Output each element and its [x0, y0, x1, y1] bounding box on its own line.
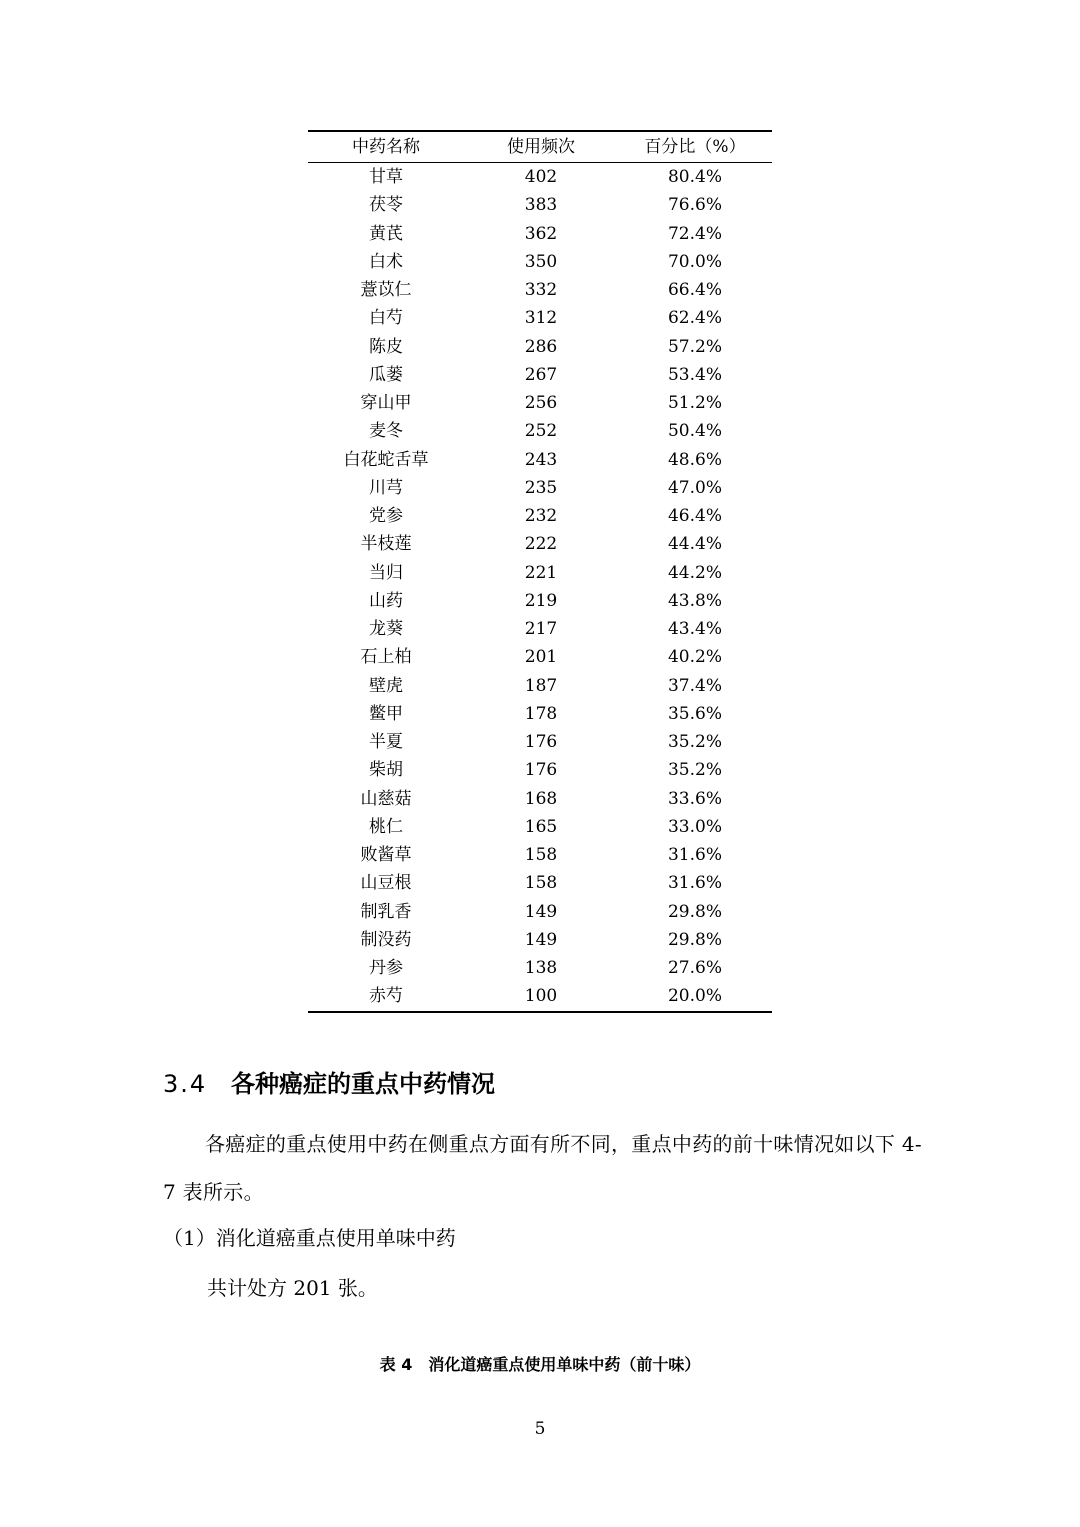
cell-percentage: 31.6%: [667, 845, 722, 865]
subheading-paragraph: （1）消化道癌重点使用单味中药: [163, 1226, 456, 1250]
cell-herb-name: 白术: [369, 251, 403, 272]
cell-herb-name: 薏苡仁: [360, 280, 412, 300]
table-row: [308, 163, 772, 192]
cell-frequency: 402: [524, 167, 558, 187]
prescription-count-paragraph: 共计处方 201 张。: [207, 1276, 378, 1300]
cell-frequency: 232: [524, 506, 558, 526]
cell-frequency: 168: [524, 788, 558, 809]
table-row: [308, 869, 772, 897]
table-row: [308, 530, 772, 558]
header-percentage: 百分比（%）: [644, 137, 746, 157]
table-row: [308, 982, 772, 1011]
cell-herb-name: 山慈菇: [360, 788, 412, 809]
table-row: [308, 191, 772, 219]
cell-herb-name: 麦冬: [369, 421, 403, 442]
cell-herb-name: 半夏: [369, 732, 403, 752]
cell-percentage: 31.6%: [667, 873, 722, 894]
header-frequency: 使用频次: [507, 137, 575, 157]
cell-herb-name: 当归: [369, 562, 403, 583]
cell-herb-name: 川芎: [369, 477, 403, 498]
cell-frequency: 219: [524, 590, 558, 611]
cell-percentage: 40.2%: [667, 647, 722, 668]
cell-herb-name: 黄芪: [369, 223, 403, 244]
table-row: [308, 700, 772, 728]
cell-percentage: 62.4%: [667, 308, 722, 329]
cell-frequency: 187: [524, 675, 558, 696]
cell-percentage: 44.2%: [667, 562, 722, 583]
cell-percentage: 50.4%: [667, 421, 722, 442]
cell-percentage: 29.8%: [667, 929, 722, 950]
cell-percentage: 48.6%: [667, 449, 722, 470]
cell-herb-name: 赤芍: [369, 986, 403, 1007]
cell-frequency: 252: [524, 421, 558, 442]
section-title: 各种癌症的重点中药情况: [231, 1070, 495, 1098]
cell-percentage: 35.2%: [667, 732, 722, 752]
table-header: [308, 131, 772, 163]
cell-frequency: 350: [524, 251, 558, 272]
cell-herb-name: 穿山甲: [360, 393, 412, 413]
cell-frequency: 256: [524, 393, 558, 413]
table-row: [308, 954, 772, 982]
cell-frequency: 138: [524, 958, 558, 978]
cell-herb-name: 茯苓: [369, 195, 403, 216]
cell-herb-name: 石上柏: [360, 647, 412, 668]
cell-herb-name: 山豆根: [360, 873, 412, 894]
cell-percentage: 57.2%: [667, 336, 722, 357]
cell-frequency: 362: [524, 223, 558, 244]
cell-percentage: 33.0%: [667, 816, 722, 837]
cell-herb-name: 山药: [369, 590, 403, 611]
cell-percentage: 70.0%: [667, 251, 722, 272]
cell-frequency: 217: [524, 619, 558, 639]
cell-herb-name: 桃仁: [369, 816, 403, 837]
cell-frequency: 149: [524, 901, 558, 922]
table-row: [308, 304, 772, 332]
table-row: [308, 841, 772, 869]
cell-herb-name: 壁虎: [369, 675, 403, 696]
section-heading: [163, 1064, 495, 1104]
table-row: [308, 248, 772, 276]
cell-percentage: 43.4%: [667, 619, 722, 639]
cell-herb-name: 党参: [369, 506, 403, 526]
table-row: [308, 813, 772, 841]
cell-herb-name: 白花蛇舌草: [343, 449, 429, 470]
cell-frequency: 243: [524, 449, 558, 470]
cell-herb-name: 败酱草: [360, 845, 412, 865]
cell-frequency: 312: [524, 308, 558, 329]
section-number: 3.4: [163, 1070, 208, 1098]
header-herb-name: 中药名称: [352, 137, 420, 157]
table-row: [308, 446, 772, 474]
cell-percentage: 80.4%: [667, 167, 722, 187]
table-header-row: [308, 131, 772, 163]
cell-frequency: 176: [524, 732, 558, 752]
cell-percentage: 51.2%: [667, 393, 722, 413]
cell-herb-name: 瓜蒌: [369, 364, 403, 385]
table-row: [308, 643, 772, 671]
cell-frequency: 222: [524, 534, 558, 555]
cell-percentage: 20.0%: [667, 986, 722, 1007]
cell-frequency: 100: [524, 986, 558, 1007]
cell-herb-name: 制乳香: [360, 901, 412, 922]
table-body: [308, 163, 772, 1012]
cell-percentage: 29.8%: [667, 901, 722, 922]
table-row: [308, 474, 772, 502]
table-row: [308, 559, 772, 587]
herb-frequency-table: [308, 130, 772, 1013]
cell-herb-name: 甘草: [369, 167, 403, 187]
cell-percentage: 53.4%: [667, 364, 722, 385]
cell-percentage: 37.4%: [667, 675, 722, 696]
cell-frequency: 176: [524, 760, 558, 781]
cell-herb-name: 丹参: [369, 958, 403, 978]
cell-frequency: 201: [524, 647, 558, 668]
cell-percentage: 35.6%: [667, 703, 722, 724]
table-row: [308, 276, 772, 304]
cell-percentage: 72.4%: [667, 223, 722, 244]
cell-frequency: 165: [524, 816, 558, 837]
table-row: [308, 785, 772, 813]
cell-frequency: 286: [524, 336, 558, 357]
cell-herb-name: 半枝莲: [360, 534, 412, 555]
cell-herb-name: 鳖甲: [369, 703, 403, 724]
table-caption: 表 4 消化道癌重点使用单味中药（前十味）: [379, 1355, 701, 1374]
cell-percentage: 33.6%: [667, 788, 722, 809]
cell-percentage: 27.6%: [667, 958, 722, 978]
cell-frequency: 221: [524, 562, 558, 583]
table-row: [308, 389, 772, 417]
cell-percentage: 46.4%: [667, 506, 722, 526]
table-row: [308, 333, 772, 361]
table-row: [308, 502, 772, 530]
table-row: [308, 728, 772, 756]
intro-paragraph: 各癌症的重点使用中药在侧重点方面有所不同，重点中药的前十味情况如以下 4-7 表所示。: [163, 1132, 922, 1204]
cell-percentage: 44.4%: [667, 534, 722, 555]
cell-frequency: 267: [524, 364, 558, 385]
cell-percentage: 66.4%: [667, 280, 722, 300]
table-row: [308, 417, 772, 445]
table-row: [308, 587, 772, 615]
cell-frequency: 178: [524, 703, 558, 724]
cell-percentage: 35.2%: [667, 760, 722, 781]
cell-frequency: 158: [524, 845, 558, 865]
cell-herb-name: 制没药: [360, 929, 412, 950]
page-number: 5: [534, 1419, 546, 1439]
table-row: [308, 672, 772, 700]
table-row: [308, 361, 772, 389]
table-row: [308, 615, 772, 643]
table-row: [308, 898, 772, 926]
cell-herb-name: 陈皮: [369, 336, 403, 357]
cell-herb-name: 龙葵: [369, 619, 403, 639]
cell-frequency: 332: [524, 280, 558, 300]
table-row: [308, 220, 772, 248]
cell-frequency: 149: [524, 929, 558, 950]
table-row: [308, 926, 772, 954]
cell-frequency: 235: [524, 477, 558, 498]
cell-herb-name: 白芍: [369, 308, 403, 329]
cell-herb-name: 柴胡: [369, 760, 403, 781]
cell-percentage: 47.0%: [667, 477, 722, 498]
table-row: [308, 756, 772, 784]
cell-percentage: 76.6%: [667, 195, 722, 216]
cell-frequency: 158: [524, 873, 558, 894]
cell-frequency: 383: [524, 195, 558, 216]
cell-percentage: 43.8%: [667, 590, 722, 611]
